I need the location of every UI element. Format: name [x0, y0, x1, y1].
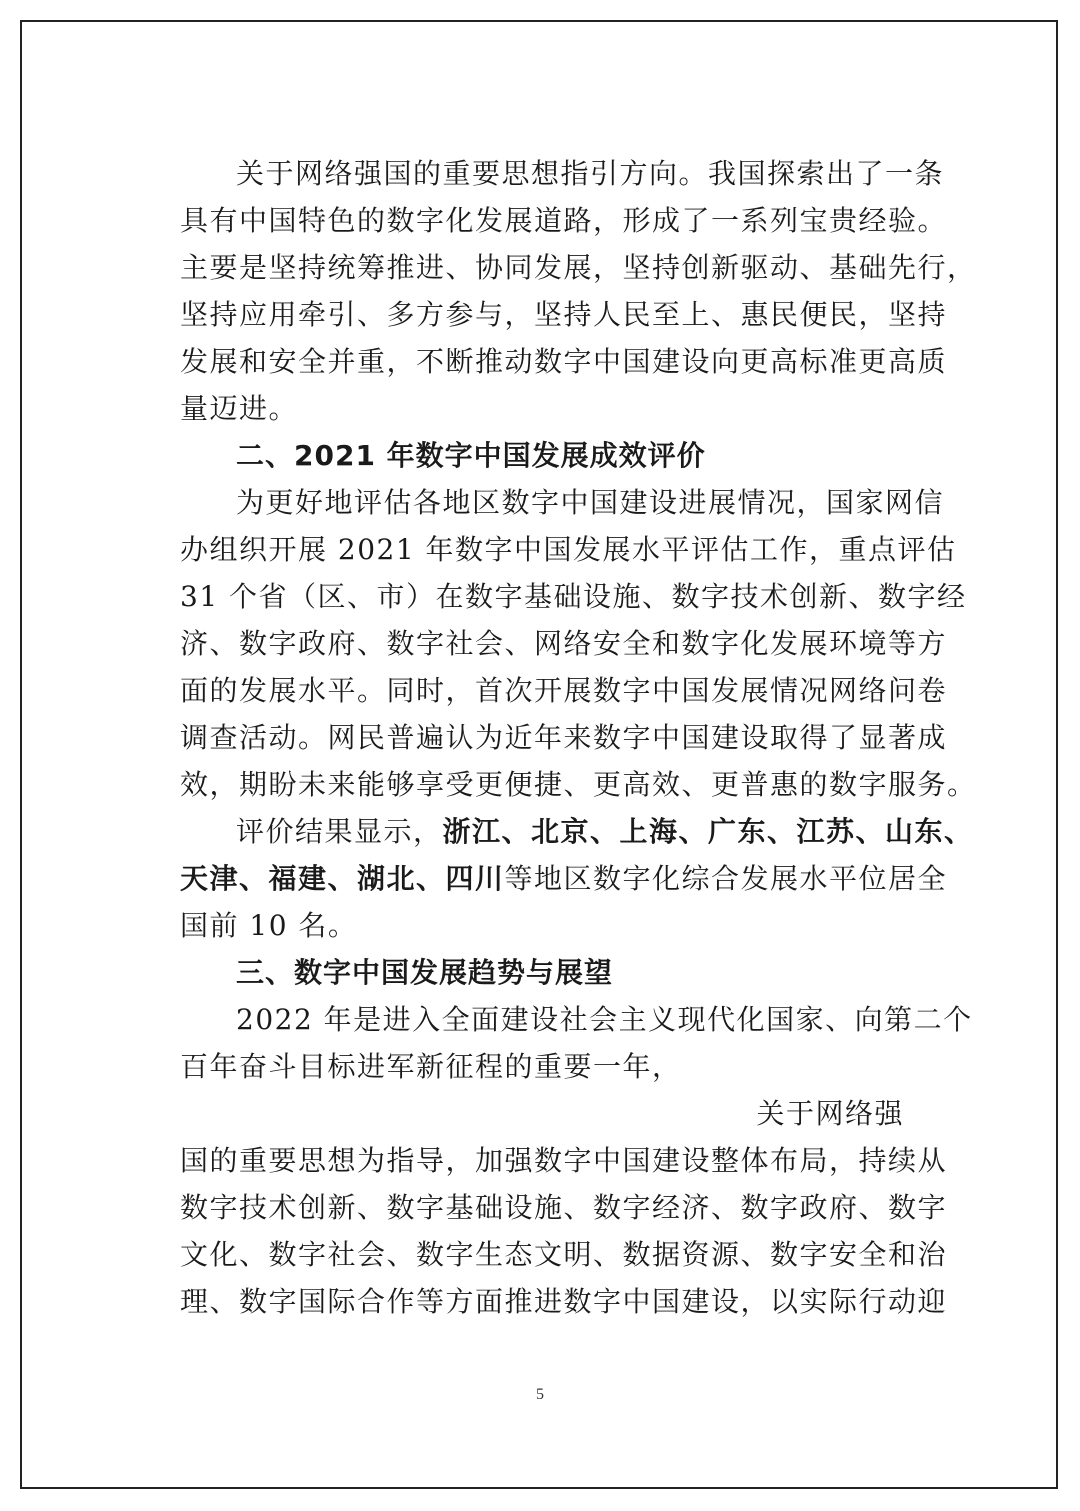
text-line: 坚持应用牵引、多方参与，坚持人民至上、惠民便民，坚持	[180, 298, 948, 331]
document-body	[180, 150, 977, 1325]
text-line: 数字技术创新、数字基础设施、数字经济、数字政府、数字	[180, 1191, 948, 1224]
text-line: 面的发展水平。同时，首次开展数字中国发展情况网络问卷	[180, 674, 948, 707]
text-line: 发展和安全并重，不断推动数字中国建设向更高标准更高质	[180, 345, 948, 378]
text-line: 2022 年是进入全面建设社会主义现代化国家、向第二个	[236, 1003, 973, 1036]
region-list-bold: 天津、福建、湖北、四川	[180, 862, 505, 895]
section-heading-2: 二、2021 年数字中国发展成效评价	[236, 439, 706, 472]
text-line: 量迈进。	[180, 392, 299, 425]
text-line: 文化、数字社会、数字生态文明、数据资源、数字安全和治	[180, 1238, 948, 1271]
text-line: 效，期盼未来能够享受更便捷、更高效、更普惠的数字服务。	[180, 768, 977, 801]
text-line	[180, 808, 974, 855]
text-line: 调查活动。网民普遍认为近年来数字中国建设取得了显著成	[180, 721, 948, 754]
paragraph-2	[180, 479, 977, 808]
text-line: 办组织开展 2021 年数字中国发展水平评估工作，重点评估	[180, 533, 957, 566]
paragraph-4	[180, 996, 973, 1325]
text-run: 等地区数字化综合发展水平位居全	[504, 862, 948, 895]
text-line: 理、数字国际合作等方面推进数字中国建设，以实际行动迎	[180, 1285, 948, 1318]
region-list-bold: 浙江、北京、上海、广东、江苏、山东、	[442, 815, 974, 848]
text-line: 国的重要思想为指导，加强数字中国建设整体布局，持续从	[180, 1144, 948, 1177]
text-line: 关于网络强	[756, 1097, 904, 1130]
text-line: 主要是坚持统筹推进、协同发展，坚持创新驱动、基础先行，	[180, 251, 977, 284]
text-line: 为更好地评估各地区数字中国建设进展情况，国家网信	[236, 486, 945, 519]
text-line: 具有中国特色的数字化发展道路，形成了一系列宝贵经验。	[180, 204, 948, 237]
text-line: 百年奋斗目标进军新征程的重要一年，	[180, 1050, 682, 1083]
text-run: 评价结果显示，	[236, 815, 443, 848]
section-heading-3: 三、数字中国发展趋势与展望	[236, 956, 614, 989]
paragraph-3	[180, 808, 974, 949]
text-line	[180, 855, 948, 902]
text-line: 关于网络强国的重要思想指引方向。我国探索出了一条	[236, 157, 945, 190]
text-line: 31 个省（区、市）在数字基础设施、数字技术创新、数字经	[180, 580, 967, 613]
text-line: 济、数字政府、数字社会、网络安全和数字化发展环境等方	[180, 627, 948, 660]
page-number: 5	[536, 1386, 544, 1403]
paragraph-1	[180, 150, 977, 432]
text-line: 国前 10 名。	[180, 909, 358, 942]
